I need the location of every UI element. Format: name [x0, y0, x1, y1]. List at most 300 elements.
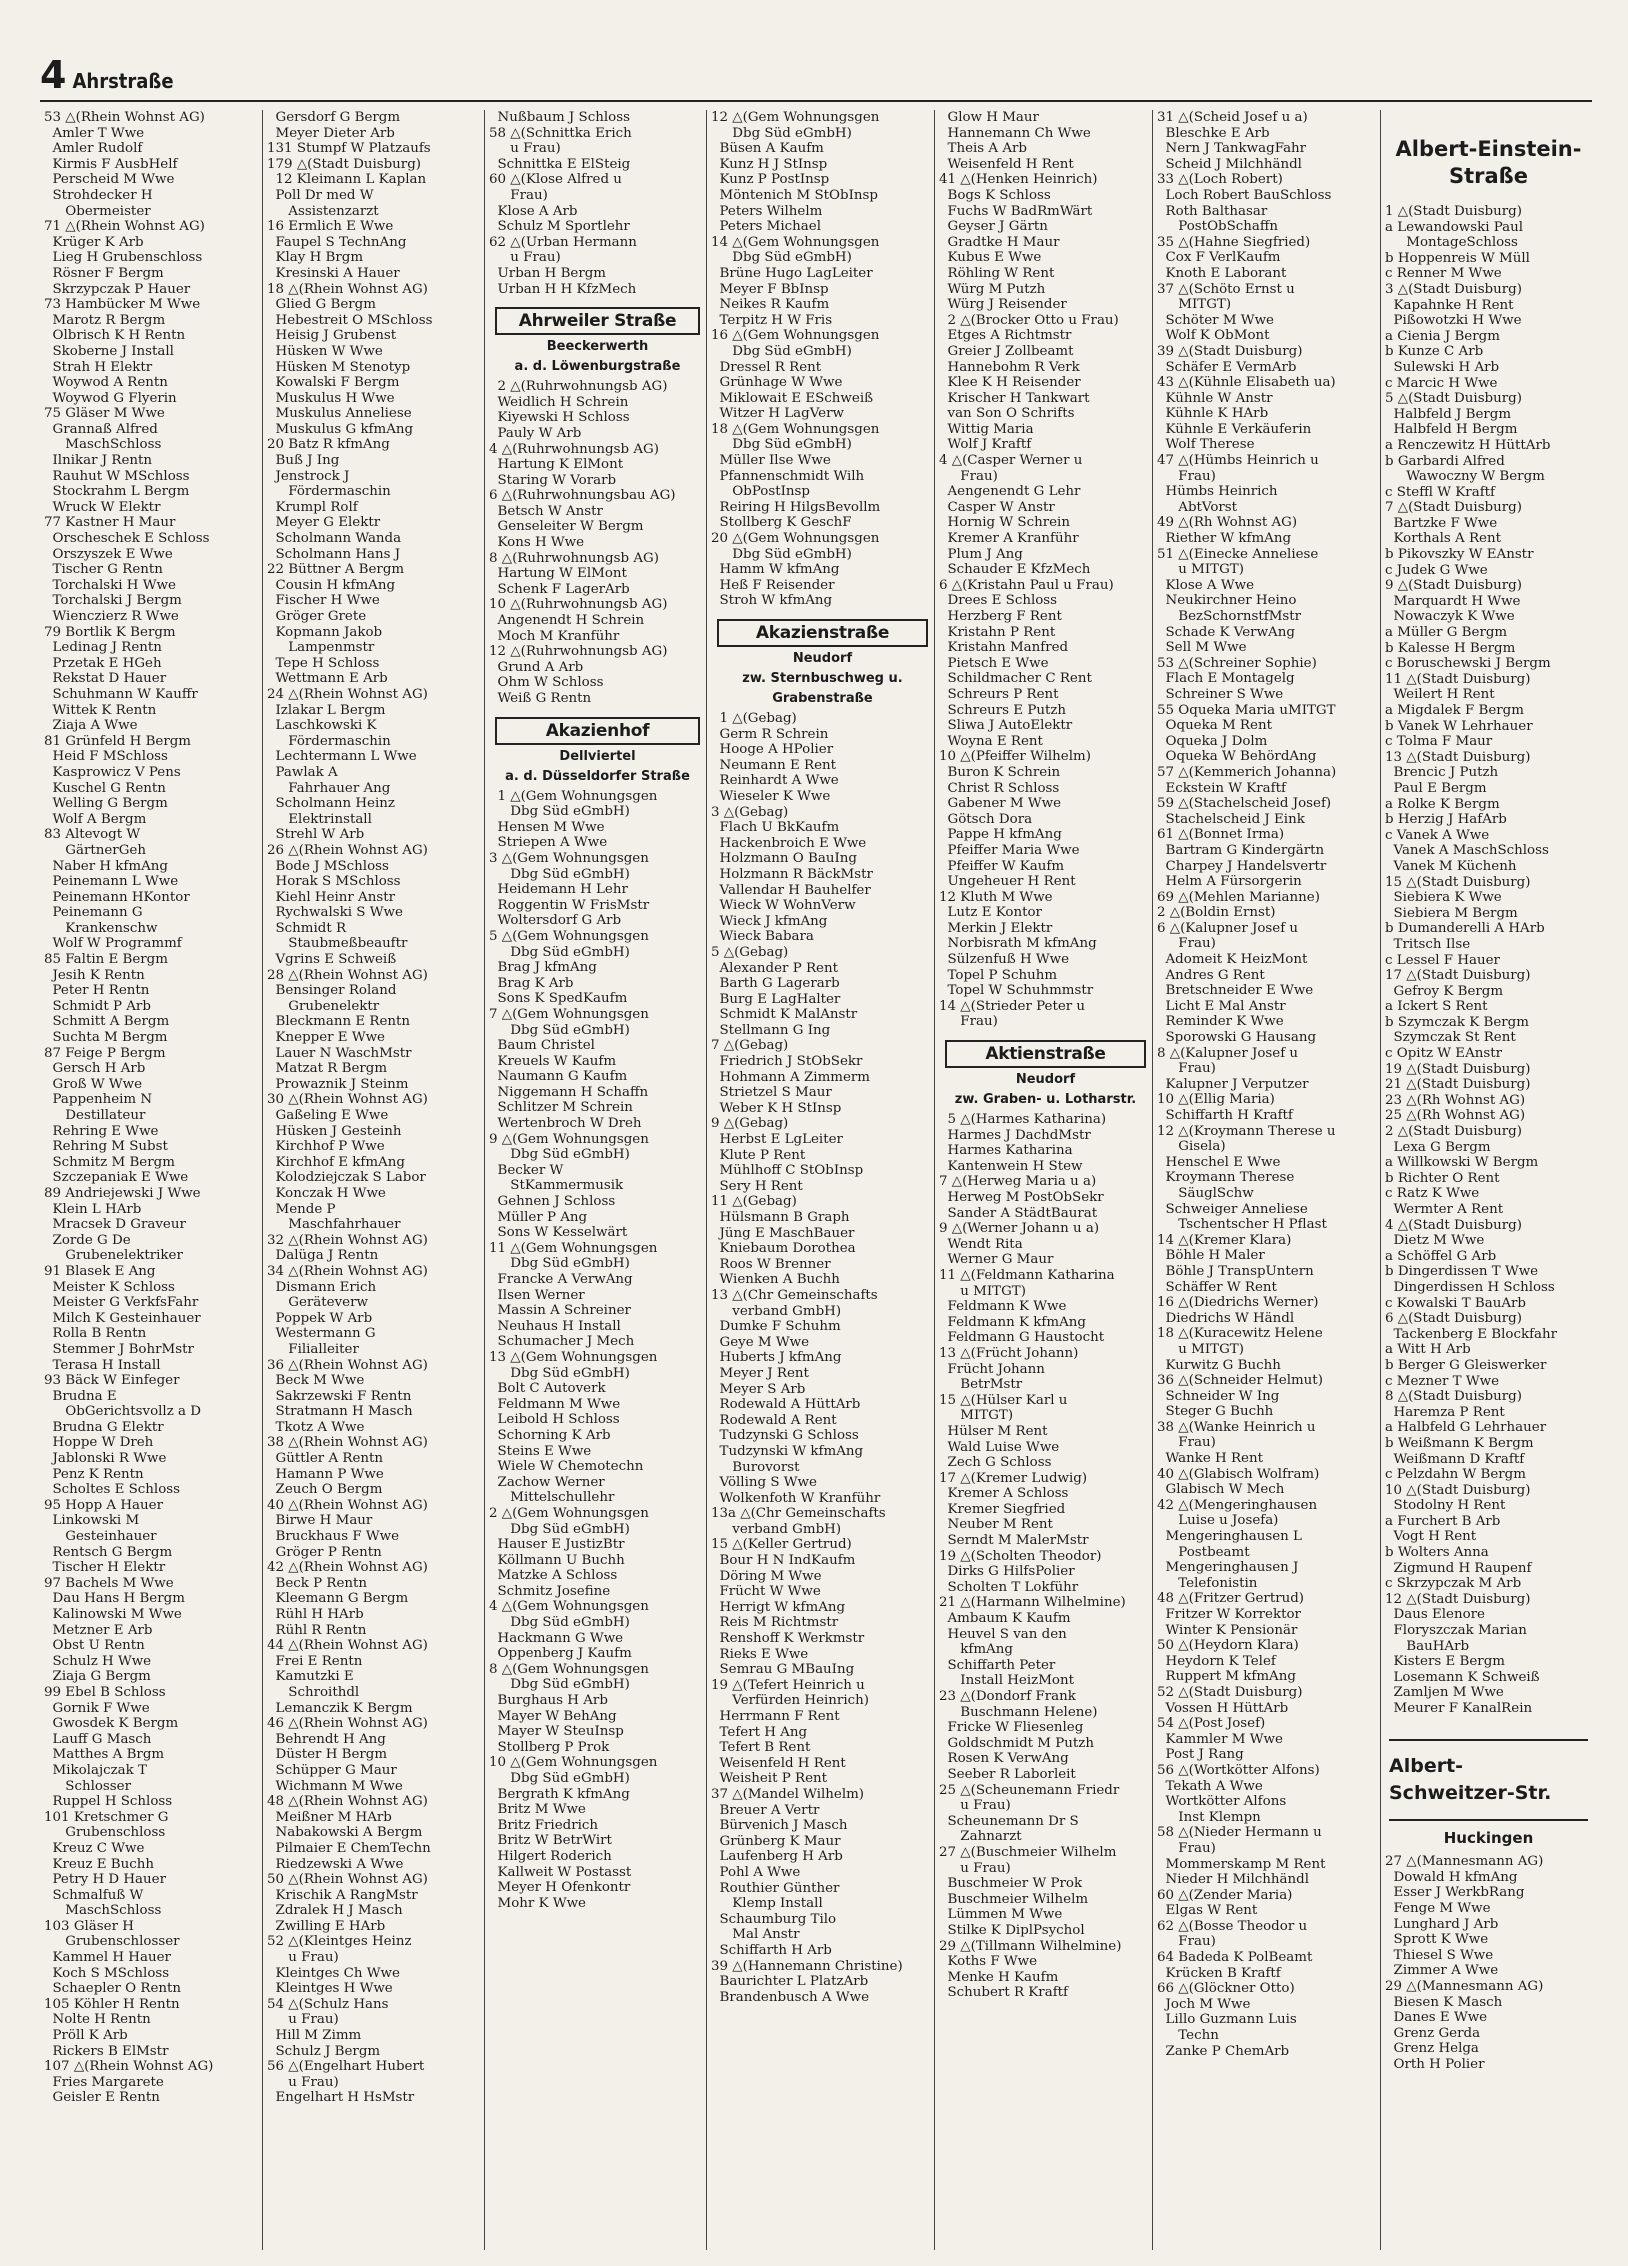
directory-entry: Dismann Erich — [267, 1279, 377, 1295]
directory-entry: Hebestreit O MSchloss — [267, 312, 433, 328]
directory-entry: 15 △(Hülser Karl u — [939, 1392, 1068, 1408]
directory-entry: Kleemann G Bergm — [267, 1591, 409, 1607]
directory-entry: Milch K Gesteinhauer — [44, 1310, 201, 1326]
directory-entry: Licht E Mal Anstr — [1157, 998, 1286, 1014]
district-label: Neudorf — [1015, 1072, 1076, 1088]
directory-entry: Büsen A Kaufm — [711, 141, 824, 157]
directory-entry: Zwilling E HArb — [267, 1918, 386, 1934]
directory-entry: 1 △(Stadt Duisburg) — [1385, 204, 1522, 219]
directory-entry: Haremza P Rent — [1385, 1404, 1505, 1420]
directory-entry: Rychwalski S Wwe — [267, 905, 403, 921]
directory-entry: Kühnle W Anstr — [1157, 390, 1273, 406]
directory-entry: Urban H H KfzMech — [489, 281, 637, 297]
directory-entry: 36 △(Rhein Wohnst AG) — [267, 1357, 428, 1373]
directory-entry: Dbg Süd eGmbH) — [489, 866, 630, 882]
directory-entry: Lampenmstr — [267, 640, 375, 656]
directory-entry: Stollberg P Prok — [489, 1739, 610, 1755]
directory-entry: Pietsch E Wwe — [939, 655, 1049, 671]
directory-entry: Tekath A Wwe — [1157, 1778, 1263, 1794]
district-label: Dellviertel — [559, 748, 636, 764]
directory-entry: Obermeister — [44, 203, 151, 219]
directory-entry: Mal Anstr — [711, 1927, 800, 1943]
directory-entry: Mengeringhausen L — [1157, 1529, 1302, 1545]
directory-entry: Niggemann H Schaffn — [489, 1084, 649, 1100]
directory-entry: Casper W Anstr — [939, 499, 1055, 515]
directory-entry: Müller P Ang — [489, 1209, 588, 1225]
directory-entry: Wiele W Chemotechn — [489, 1459, 644, 1475]
directory-entry: 5 △(Harmes Katharina) — [939, 1112, 1107, 1128]
directory-entry: 12 △(Kroymann Therese u — [1157, 1123, 1336, 1139]
directory-entry: Goldschmidt M Putzh — [939, 1735, 1094, 1751]
directory-entry: 10 △(Stadt Duisburg) — [1385, 1482, 1531, 1498]
directory-entry: Szymczak St Rent — [1385, 1030, 1516, 1046]
directory-entry: Staring W Vorarb — [489, 472, 617, 488]
directory-entry: Kurwitz G Buchh — [1157, 1357, 1281, 1373]
directory-entry: 17 △(Stadt Duisburg) — [1385, 968, 1531, 984]
directory-entry: Heisig J Grubenst — [267, 328, 397, 344]
directory-entry: 59 △(Stachelscheid Josef) — [1157, 796, 1332, 812]
directory-entry: 34 △(Rhein Wohnst AG) — [267, 1263, 428, 1279]
directory-entry: Losemann K Schweiß — [1385, 1669, 1540, 1685]
directory-entry: c Vanek A Wwe — [1385, 827, 1490, 843]
directory-entry: Joch M Wwe — [1157, 1996, 1251, 2012]
directory-entry: Dumke F Schuhm — [711, 1319, 841, 1335]
directory-entry: Kunz P PostInsp — [711, 172, 830, 188]
directory-entry: 11 △(Gem Wohnungsgen — [489, 1240, 658, 1256]
directory-entry: 5 △(Gem Wohnungsgen — [489, 928, 649, 944]
directory-entry: 11 △(Gebag) — [711, 1194, 797, 1210]
directory-entry: Heid F MSchloss — [44, 749, 168, 765]
directory-entry: Würg M Putzh — [939, 281, 1046, 297]
directory-entry: Welling G Bergm — [44, 796, 168, 812]
directory-entry: Flach E Montagelg — [1157, 671, 1295, 687]
directory-entry: Leibold H Schloss — [489, 1412, 620, 1428]
directory-entry: 46 △(Rhein Wohnst AG) — [267, 1716, 428, 1732]
directory-entry: Feldmann K Wwe — [939, 1299, 1067, 1315]
directory-entry: Ziaja A Wwe — [44, 718, 138, 734]
directory-entry: Schlosser — [44, 1778, 131, 1794]
directory-entry: Wolf A Bergm — [44, 811, 147, 827]
directory-entry: b Pikovszky W EAnstr — [1385, 547, 1534, 563]
directory-entry: Geräteverw — [267, 1295, 368, 1311]
directory-entry: 79 Bortlik K Bergm — [44, 624, 176, 640]
directory-entry: Grubenschlosser — [44, 1934, 180, 1950]
directory-entry: Wortkötter Alfons — [1157, 1794, 1287, 1810]
directory-entry: Filialleiter — [267, 1341, 359, 1357]
directory-entry: 27 △(Buschmeier Wilhelm — [939, 1844, 1117, 1860]
directory-entry: Schade K VerwAng — [1157, 624, 1295, 640]
directory-entry: Woltersdorf G Arb — [489, 913, 622, 929]
directory-entry: 99 Ebel B Schloss — [44, 1684, 166, 1700]
directory-entry: SäuglSchw — [1157, 1185, 1254, 1201]
directory-entry: Menke H Kaufm — [939, 1969, 1059, 1985]
directory-entry: Riedzewski A Wwe — [267, 1856, 404, 1872]
directory-entry: Feldmann G Haustocht — [939, 1330, 1105, 1346]
directory-entry: Fahrhauer Ang — [267, 780, 391, 796]
directory-entry: Buschmeier Wilhelm — [939, 1891, 1089, 1907]
directory-entry: Zeuch O Bergm — [267, 1482, 383, 1498]
directory-entry: Tritsch Ilse — [1385, 936, 1471, 952]
directory-entry: Krücken B Kraftf — [1157, 1965, 1281, 1981]
directory-entry: 10 △(Pfeiffer Wilhelm) — [939, 749, 1091, 765]
directory-entry: Gwosdek K Bergm — [44, 1716, 179, 1732]
directory-entry: 31 △(Scheid Josef u a) — [1157, 110, 1308, 125]
directory-entry: 107 △(Rhein Wohnst AG) — [44, 2059, 214, 2075]
directory-entry: Wichmann M Wwe — [267, 1778, 403, 1794]
directory-entry: Korthals A Rent — [1385, 531, 1501, 547]
directory-entry: 19 △(Tefert Heinrich u — [711, 1677, 865, 1693]
directory-entry: Tkotz A Wwe — [267, 1419, 365, 1435]
directory-entry: Buß J Ing — [267, 453, 340, 469]
directory-entry: Frau) — [939, 468, 998, 484]
directory-entry: Bergrath K kfmAng — [489, 1786, 630, 1802]
directory-entry: Pauly W Arb — [489, 425, 582, 441]
directory-entry: Lieg H Grubenschloss — [44, 250, 203, 266]
directory-entry: 58 △(Schnittka Erich — [489, 125, 632, 141]
directory-entry: Neumann E Rent — [711, 757, 837, 773]
directory-entry: Massin A Schreiner — [489, 1303, 631, 1319]
directory-entry: Reiring H HilgsBevollm — [711, 499, 881, 515]
directory-entry: PostObSchaffn — [1157, 219, 1279, 235]
directory-entry: b Vanek W Lehrhauer — [1385, 718, 1533, 734]
directory-entry: Paul E Bergm — [1385, 780, 1487, 796]
directory-entry: Jüng E MaschBauer — [711, 1225, 855, 1241]
directory-entry: Lauer N WaschMstr — [267, 1045, 412, 1061]
directory-entry: ObPostInsp — [711, 484, 810, 500]
directory-entry: Burovorst — [711, 1459, 800, 1475]
directory-entry: Bolt C Autoverk — [489, 1381, 606, 1397]
directory-entry: u Frau) — [267, 2012, 339, 2028]
directory-entry: Rentsch G Bergm — [44, 1544, 173, 1560]
directory-entry: Britz Friedrich — [489, 1817, 599, 1833]
directory-entry: Rickers B ElMstr — [44, 2043, 169, 2059]
directory-entry: Zachow Werner — [489, 1474, 605, 1490]
directory-entry: 83 Altevogt W — [44, 827, 141, 843]
directory-entry: 101 Kretschmer G — [44, 1809, 169, 1825]
directory-entry: 12 Kluth M Wwe — [939, 889, 1053, 905]
directory-entry: c Marcic H Wwe — [1385, 375, 1498, 391]
directory-entry: Baum Christel — [489, 1038, 595, 1054]
directory-entry: Schmidt P Arb — [44, 998, 151, 1014]
directory-entry: 20 △(Gem Wohnungsgen — [711, 531, 880, 547]
directory-entry: Ilnikar J Rentn — [44, 453, 153, 469]
directory-entry: Poppek W Arb — [267, 1310, 373, 1326]
street-title: Albert-Schweitzer-Str. — [1389, 1739, 1588, 1821]
directory-entry: Klee K H Reisender — [939, 375, 1081, 391]
directory-entry: Zamljen M Wwe — [1385, 1685, 1504, 1701]
directory-entry: Glied G Bergm — [267, 297, 376, 313]
directory-entry: Scheid J Milchhändl — [1157, 156, 1302, 172]
directory-entry: Friedrich J StObSekr — [711, 1054, 863, 1070]
directory-entry: Sell M Wwe — [1157, 640, 1247, 656]
directory-entry: Oqueka J Dolm — [1157, 733, 1268, 749]
directory-entry: Tefert H Ang — [711, 1724, 808, 1740]
directory-entry: Zdralek H J Masch — [267, 1903, 403, 1919]
directory-entry: Nolte H Rentn — [44, 2012, 151, 2028]
directory-entry: Gehnen J Schloss — [489, 1194, 616, 1210]
column-2 — [262, 110, 484, 2250]
directory-entry: Heidemann H Lehr — [489, 882, 628, 898]
directory-entry: Buron K Schrein — [939, 764, 1061, 780]
directory-entry: Olbrisch K H Rentn — [44, 328, 186, 344]
directory-entry: b Dingerdissen T Wwe — [1385, 1264, 1539, 1280]
directory-entry: c Steffl W Kraftf — [1385, 484, 1495, 500]
directory-entry: Pilmaier E ChemTechn — [267, 1840, 431, 1856]
directory-entry: Dbg Süd eGmbH) — [489, 1771, 630, 1786]
directory-entry: b Kalesse H Bergm — [1385, 640, 1516, 656]
directory-entry: Skrzypczak P Hauer — [44, 281, 191, 297]
directory-entry: Esser J WerkbRang — [1385, 1885, 1525, 1901]
directory-entry: Hülser M Rent — [939, 1423, 1048, 1439]
directory-entry: 12 Kleimann L Kaplan — [267, 172, 427, 188]
directory-entry: Böhle J TranspUntern — [1157, 1263, 1314, 1279]
directory-entry: 131 Stumpf W Platzaufs — [267, 141, 431, 157]
directory-entry: 17 △(Kremer Ludwig) — [939, 1470, 1088, 1486]
directory-entry: Roth Balthasar — [1157, 203, 1268, 219]
directory-entry: Fricke W Fliesenleg — [939, 1720, 1084, 1736]
directory-entry: Sons K SpedKaufm — [489, 991, 628, 1007]
directory-entry: 95 Hopp A Hauer — [44, 1497, 163, 1513]
directory-entry: 6 △(Kalupner Josef u — [1157, 920, 1299, 936]
directory-entry: 11 △(Stadt Duisburg) — [1385, 671, 1531, 687]
directory-entry: Meurer F KanalRein — [1385, 1701, 1533, 1716]
directory-entry: Dbg Süd eGmbH) — [489, 1365, 630, 1381]
directory-entry: 4 △(Gem Wohnungsgen — [489, 1599, 649, 1615]
directory-entry: MontageSchloss — [1385, 235, 1518, 251]
directory-entry: Hohmann A Zimmerm — [711, 1069, 870, 1085]
directory-entry: Dbg Süd eGmbH) — [711, 125, 852, 141]
directory-entry: Kremer Siegfried — [939, 1501, 1066, 1517]
directory-entry: Klose A Arb — [489, 203, 578, 219]
directory-entry: Brag K Arb — [489, 975, 574, 991]
directory-entry: Stockrahm L Bergm — [44, 484, 190, 500]
directory-entry: a Rolke K Bergm — [1385, 796, 1500, 812]
directory-entry: Amler Rudolf — [44, 141, 143, 157]
directory-entry: Becker W — [489, 1162, 564, 1178]
directory-entry: Schneider W Ing — [1157, 1388, 1280, 1404]
directory-entry: Hartung W ElMont — [489, 566, 627, 582]
directory-entry: 91 Blasek E Ang — [44, 1263, 156, 1279]
directory-entry: Faupel S TechnAng — [267, 234, 407, 250]
directory-entry: Ledinag J Rentn — [44, 640, 162, 656]
directory-entry: Wienken A Buchh — [711, 1272, 840, 1288]
directory-entry: Stodolny H Rent — [1385, 1498, 1506, 1514]
directory-entry: Vanek M Küchenh — [1385, 858, 1517, 874]
directory-entry: Meißner M HArb — [267, 1809, 392, 1825]
directory-entry: Izlakar L Bergm — [267, 702, 386, 718]
directory-entry: Destillateur — [44, 1108, 146, 1123]
directory-entry: 64 Badeda K PolBeamt — [1157, 1950, 1313, 1966]
directory-entry: b Herzig J HafArb — [1385, 812, 1507, 828]
directory-entry: 81 Grünfeld H Bergm — [44, 733, 192, 749]
directory-entry: 15 △(Keller Gertrud) — [711, 1537, 852, 1553]
directory-entry: Muskulus G kfmAng — [267, 421, 414, 437]
directory-entry: Frau) — [1157, 1435, 1216, 1451]
directory-entry: Techn — [1157, 2028, 1219, 2044]
directory-entry: Wermter A Rent — [1385, 1202, 1504, 1217]
directory-entry: Krischer H Tankwart — [939, 390, 1090, 406]
directory-entry: Riether W kfmAng — [1157, 531, 1292, 547]
directory-entry: 6 △(Kristahn Paul u Frau) — [939, 577, 1114, 593]
directory-entry: Gröger P Rentn — [267, 1544, 382, 1560]
directory-entry: Semrau G MBauIng — [711, 1662, 855, 1678]
directory-entry: 105 Köhler H Rentn — [44, 1996, 180, 2012]
directory-entry: Kunz H J StInsp — [711, 156, 828, 172]
directory-entry: Jenstrock J — [267, 468, 350, 484]
directory-entry: Lunghard J Arb — [1385, 1916, 1499, 1932]
directory-entry: Renshoff K Werkmstr — [711, 1631, 865, 1647]
directory-entry: Przetak E HGeh — [44, 655, 162, 671]
directory-entry: Oqueka M Rent — [1157, 718, 1272, 734]
directory-entry: Kreuz C Wwe — [44, 1840, 145, 1856]
directory-entry: Moch M Kranführ — [489, 628, 620, 644]
directory-entry: 61 △(Bonnet Irma) — [1157, 827, 1285, 843]
directory-entry: Assistenzarzt — [267, 203, 379, 219]
directory-entry: 66 △(Glöckner Otto) — [1157, 1981, 1295, 1997]
directory-entry: Fenge M Wwe — [1385, 1900, 1491, 1916]
directory-entry: Feldmann M Wwe — [489, 1396, 621, 1412]
directory-entry: Rühl R Rentn — [267, 1622, 367, 1638]
directory-entry: Terasa H Install — [44, 1357, 161, 1373]
directory-entry: Gornik F Wwe — [44, 1700, 150, 1716]
directory-entry: Gradtke H Maur — [939, 234, 1060, 250]
directory-entry: Wieck J kfmAng — [711, 913, 828, 929]
directory-entry: Hümbs Heinrich — [1157, 484, 1278, 500]
directory-entry: Grubenschloss — [44, 1825, 166, 1841]
directory-entry: Glabisch W Mech — [1157, 1482, 1285, 1498]
directory-entry: Schmitz M Bergm — [44, 1154, 175, 1170]
directory-entry: 48 △(Rhein Wohnst AG) — [267, 1794, 428, 1810]
directory-entry: 38 △(Wanke Heinrich u — [1157, 1419, 1316, 1435]
directory-entry: Cox F VerlKaufm — [1157, 250, 1281, 266]
directory-entry: Brüne Hugo LagLeiter — [711, 265, 873, 281]
directory-entry: a Halbfeld G Lehrhauer — [1385, 1420, 1547, 1436]
directory-entry: 73 Hambücker M Wwe — [44, 297, 201, 313]
directory-entry: Fuchs W BadRmWärt — [939, 203, 1093, 219]
directory-entry: Post J Rang — [1157, 1747, 1244, 1763]
directory-entry: Schmitz Josefine — [489, 1583, 611, 1599]
directory-entry: Röhling W Rent — [939, 265, 1055, 281]
directory-entry: Kammler M Wwe — [1157, 1731, 1283, 1747]
directory-entry: Kleintges H Wwe — [267, 1981, 393, 1997]
directory-entry: Kiyewski H Schloss — [489, 410, 630, 426]
directory-entry: Frau) — [1157, 936, 1216, 952]
directory-entry: 50 △(Heydorn Klara) — [1157, 1638, 1299, 1654]
column-7 — [1380, 110, 1592, 2250]
directory-entry: a Renczewitz H HüttArb — [1385, 437, 1551, 453]
directory-entry: Andres G Rent — [1157, 967, 1265, 983]
header-rule — [40, 100, 1592, 102]
directory-entry: Schumacher J Mech — [489, 1334, 635, 1350]
directory-entry: Hilgert Roderich — [489, 1848, 612, 1864]
directory-entry: 13 △(Gem Wohnungsgen — [489, 1349, 658, 1365]
directory-entry: Reis M Richtmstr — [711, 1615, 839, 1631]
directory-entry: Fritzer W Korrektor — [1157, 1607, 1301, 1622]
directory-entry: Drees E Schloss — [939, 593, 1058, 609]
directory-entry: Brudna E — [44, 1388, 117, 1404]
directory-entry: 77 Kastner H Maur — [44, 515, 176, 531]
directory-entry: Rühl H HArb — [267, 1607, 364, 1622]
directory-entry: Pröll K Arb — [44, 2028, 128, 2044]
directory-entry: Zech G Schloss — [939, 1455, 1052, 1471]
directory-entry: Neikes R Kaufm — [711, 297, 830, 313]
directory-entry: 30 △(Rhein Wohnst AG) — [267, 1092, 428, 1108]
directory-entry: Kühnle K HArb — [1157, 406, 1269, 422]
directory-entry: Dbg Süd eGmbH) — [489, 804, 630, 820]
directory-entry: Halbfeld H Bergm — [1385, 422, 1518, 438]
directory-entry: Lemanczik K Bergm — [267, 1700, 413, 1716]
directory-entry: Lauff G Masch — [44, 1731, 152, 1747]
directory-entry: 13a △(Chr Gemeinschafts — [711, 1506, 886, 1522]
directory-entry: Meyer G Elektr — [267, 515, 381, 531]
directory-entry: Hornig W Schrein — [939, 515, 1070, 531]
directory-entry: Urban H Bergm — [489, 265, 607, 281]
directory-entry: Seeber R Laborleit — [939, 1766, 1076, 1782]
directory-entry: c Renner M Wwe — [1385, 266, 1502, 282]
directory-entry: b Garbardi Alfred — [1385, 453, 1505, 469]
directory-entry: 14 △(Strieder Peter u — [939, 998, 1086, 1014]
directory-entry: Marotz R Bergm — [44, 312, 166, 328]
directory-entry: c Mezner T Wwe — [1385, 1373, 1499, 1389]
directory-entry: Gesteinhauer — [44, 1529, 157, 1545]
directory-entry: Grund A Arb — [489, 659, 584, 675]
directory-entry: Kirmis F AusbHelf — [44, 156, 178, 172]
directory-entry: a Müller G Bergm — [1385, 625, 1508, 641]
directory-entry: Frau) — [1157, 1934, 1216, 1950]
directory-entry: 2 △(Stadt Duisburg) — [1385, 1124, 1522, 1140]
directory-entry: Fördermaschin — [267, 484, 391, 500]
directory-entry: Kreuels W Kaufm — [489, 1053, 617, 1069]
directory-entry: Peters Wilhelm — [711, 203, 823, 219]
directory-entry: Gabener M Wwe — [939, 796, 1062, 812]
directory-entry: Sander A StädtBaurat — [939, 1205, 1098, 1221]
directory-entry: 32 △(Rhein Wohnst AG) — [267, 1232, 428, 1248]
directory-entry: 18 △(Kuracewitz Helene — [1157, 1326, 1323, 1342]
directory-entry: Frücht Johann — [939, 1361, 1045, 1377]
directory-entry: 8 △(Gem Wohnungsgen — [489, 1661, 649, 1677]
directory-entry: Gisela) — [1157, 1139, 1226, 1155]
directory-entry: Aengenendt G Lehr — [939, 484, 1081, 500]
directory-entry: Gefroy K Bergm — [1385, 983, 1504, 999]
directory-entry: Schreiner S Wwe — [1157, 686, 1284, 702]
directory-entry: Roos W Brenner — [711, 1256, 831, 1272]
directory-entry: Kirchhof P Wwe — [267, 1139, 385, 1155]
directory-entry: Hill M Zimm — [267, 2028, 362, 2044]
directory-entry: Schiffarth H Kraftf — [1157, 1108, 1293, 1123]
directory-entry: c Kowalski T BauArb — [1385, 1295, 1526, 1311]
directory-entry: 71 △(Rhein Wohnst AG) — [44, 219, 205, 235]
directory-entry: c Judek G Wwe — [1385, 562, 1488, 578]
directory-entry: Jesih K Rentn — [44, 967, 145, 983]
directory-entry: Rieks E Wwe — [711, 1646, 809, 1662]
directory-entry: Kubus E Wwe — [939, 250, 1042, 266]
directory-entry: Groß W Wwe — [44, 1076, 143, 1092]
directory-entry: Dingerdissen H Schloss — [1385, 1279, 1555, 1295]
directory-entry: Kalinowski M Wwe — [44, 1607, 182, 1622]
directory-entry: Zorde G De — [44, 1232, 131, 1248]
directory-entry: Peinemann G — [44, 905, 143, 921]
directory-entry: 21 △(Stadt Duisburg) — [1385, 1077, 1531, 1093]
directory-entry: Lillo Guzmann Luis — [1157, 2012, 1297, 2028]
directory-entry: b Richter O Rent — [1385, 1170, 1500, 1186]
directory-entry: Kallweit W Postasst — [489, 1864, 632, 1880]
directory-entry: Weber K H StInsp — [711, 1100, 842, 1116]
directory-entry: Rehring M Subst — [44, 1139, 168, 1155]
directory-entry: Mommerskamp M Rent — [1157, 1856, 1326, 1872]
directory-entry: 43 △(Kühnle Elisabeth ua) — [1157, 375, 1336, 391]
directory-entry: a Lewandowski Paul — [1385, 219, 1524, 235]
directory-entry: Britz W BetrWirt — [489, 1833, 612, 1849]
